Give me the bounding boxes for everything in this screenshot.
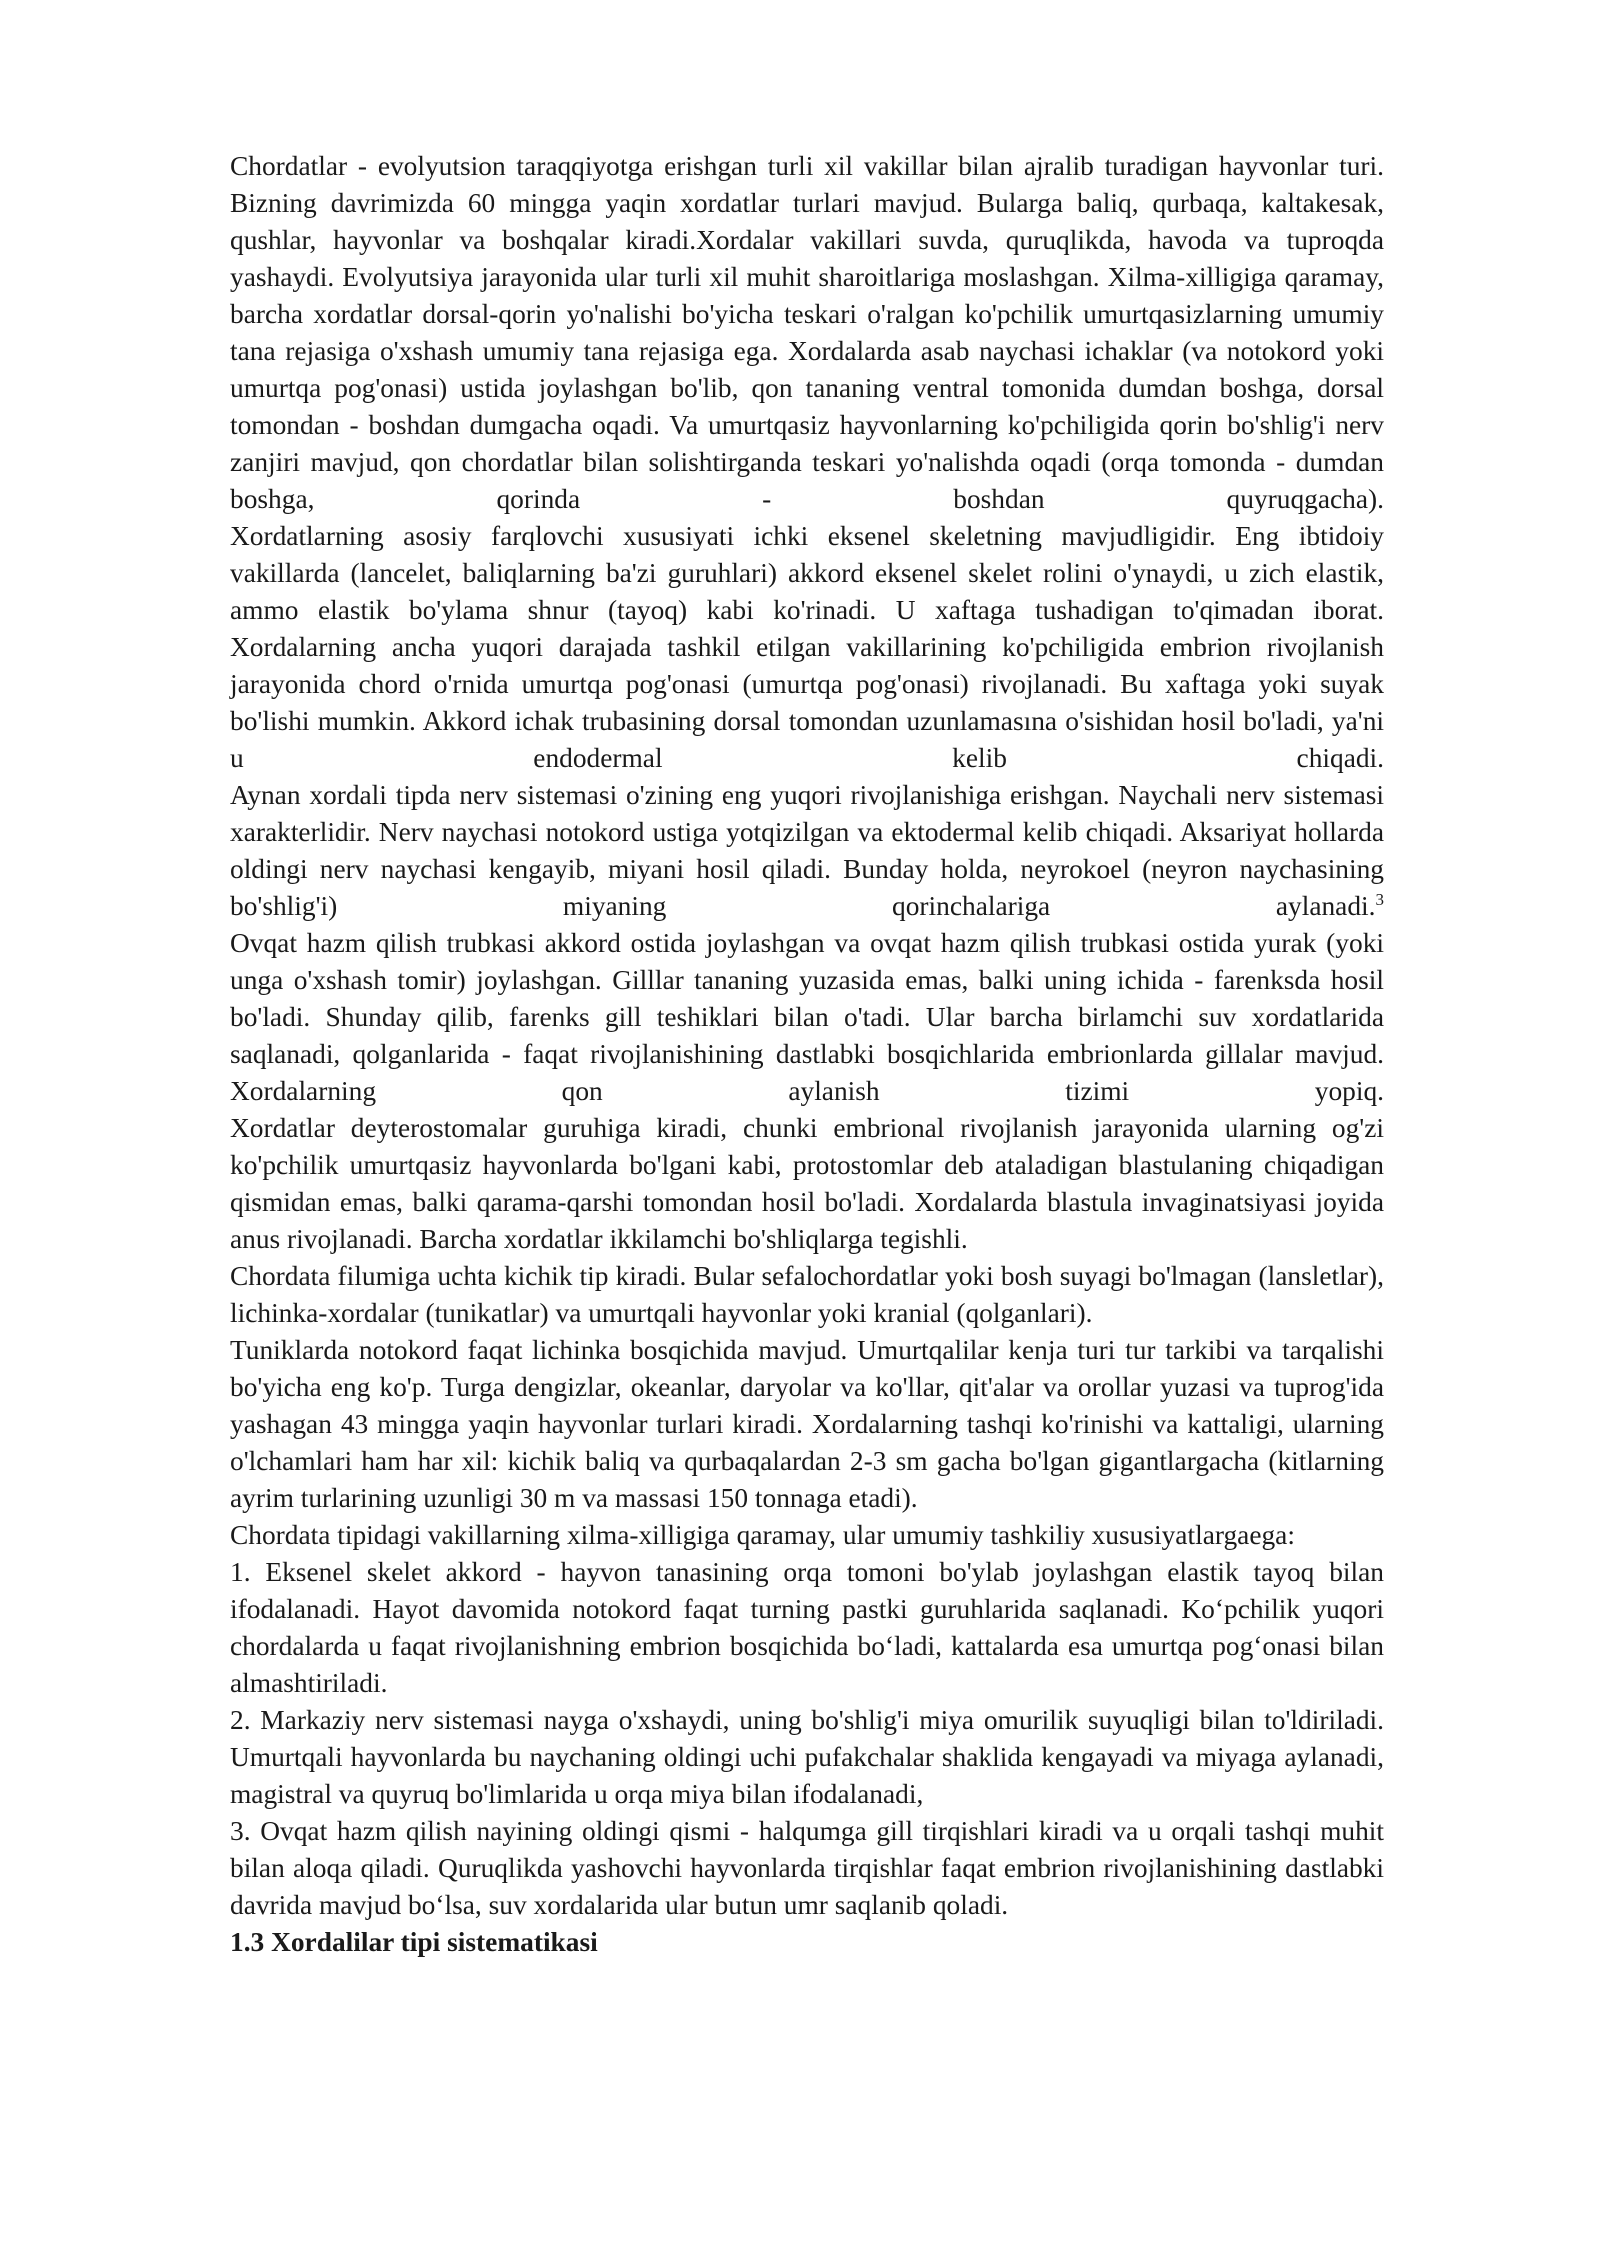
- section-heading: 1.3 Xordalilar tipi sistematikasi: [230, 1927, 598, 1957]
- list-item-2: 2. Markaziy nerv sistemasi nayga o'xshaydi, uning bo'shlig'i miya omurilik suyuqligi bilan to'ldiriladi. Umurtqali hayvonlarda bu naychaning oldingi uchi pufakchalar shaklida kengayadi va miyaga aylanadi, magistral va quyruq bo'limlarida u orqa miya bilan ifodalanadi,: [230, 1705, 1384, 1809]
- paragraph-deuterostomes: Xordatlar deyterostomalar guruhiga kiradi, chunki embrional rivojlanish jarayonida ularning og'zi ko'pchilik umurtqasiz hayvonlarda bo'lgani kabi, protostomlar deb ataladigan blastulaning chiqadigan qismidan emas, balki qarama-qarshi tomondan hosil bo'ladi. Xordalarda blastula invaginatsiyasi joyida anus rivojlanadi. Barcha xordatlar ikkilamchi bo'shliqlarga tegishli.: [230, 1113, 1384, 1254]
- paragraph-axial-skeleton: Xordatlarning asosiy farqlovchi xususiyati ichki eksenel skeletning mavjudligidir. Eng ibtidoiy vakillarda (lancelet, baliqlarning ba'zi guruhlari) akkord eksenel skelet rolini o'ynaydi, u zich elastik, ammo elastik bo'ylama shnur (tayoq) kabi ko'rinadi. U xaftaga tushadigan to'qimadan iborat. Xordalarning ancha yuqori darajada tashkil etilgan vakillarining ko'pchiligida embrion rivojlanish jarayonida chord o'rnida umurtqa pog'onasi (umurtqa pog'onasi) rivojlanadi. Bu xaftaga yoki suyak bo'lishi mumkin. Akkord ichak trubasining dorsal tomondan uzunlamasına o'sishidan hosil bo'ladi, ya'ni u endodermal kelib chiqadi.: [230, 521, 1384, 773]
- paragraph-nervous-system-text: Aynan xordali tipda nerv sistemasi o'zining eng yuqori rivojlanishiga erishgan. Naychali nerv sistemasi xarakterlidir. Nerv naychasi notokord ustiga yotqizilgan va ektodermal kelib chiqadi. Aksariyat hollarda oldingi nerv naychasi kengayib, miyani hosil qiladi. Bunday holda, neyrokoel (neyron naychasining bo'shlig'i) miyaning qorinchalariga aylanadi.: [230, 780, 1384, 921]
- paragraph-digestive-tube: Ovqat hazm qilish trubkasi akkord ostida joylashgan va ovqat hazm qilish trubkasi ostida yurak (yoki unga o'xshash tomir) joylashgan. Gilllar tananing yuzasida emas, balki uning ichida - farenksda hosil bo'ladi. Shunday qilib, farenks gill teshiklari bilan o'tadi. Ular barcha birlamchi suv xordatlarida saqlanadi, qolganlarida - faqat rivojlanishining dastlabki bosqichlarida embrionlarda gillalar mavjud. Xordalarning qon aylanish tizimi yopiq.: [230, 928, 1384, 1106]
- document-page: [230, 148, 1384, 1961]
- paragraph-chordates-intro: Chordatlar - evolyutsion taraqqiyotga erishgan turli xil vakillar bilan ajralib turadigan hayvonlar turi. Bizning davrimizda 60 mingga yaqin xordatlar turlari mavjud. Bularga baliq, qurbaqa, kaltakesak, qushlar, hayvonlar va boshqalar kiradi.Xordalar vakillari suvda, quruqlikda, havoda va tuproqda yashaydi. Evolyutsiya jarayonida ular turli xil muhit sharoitlariga moslashgan. Xilma-xilligiga qaramay, barcha xordatlar dorsal-qorin yo'nalishi bo'yicha teskari o'ralgan ko'pchilik umurtqasizlarning umumiy tana rejasiga o'xshash umumiy tana rejasiga ega. Xordalarda asab naychasi ichaklar (va notokord yoki umurtqa pog'onasi) ustida joylashgan bo'lib, qon tananing ventral tomonida dumdan boshga, dorsal tomondan - boshdan dumgacha oqadi. Va umurtqasiz hayvonlarning ko'pchiligida qorin bo'shlig'i nerv zanjiri mavjud, qon chordatlar bilan solishtirganda teskari yo'nalishda oqadi (orqa tomonda - dumdan boshga, qorinda - boshdan quyruqgacha).: [230, 151, 1384, 514]
- paragraph-tunicates: Tuniklarda notokord faqat lichinka bosqichida mavjud. Umurtqalilar kenja turi tur tarkibi va tarqalishi bo'yicha eng ko'p. Turga dengizlar, okeanlar, daryolar va ko'llar, qit'alar va orollar yuzasi va tuprog'ida yashagan 43 mingga yaqin hayvonlar turlari kiradi. Xordalarning tashqi ko'rinishi va kattaligi, ularning o'lchamlari ham har xil: kichik baliq va qurbaqalardan 2-3 sm gacha bo'lgan gigantlargacha (kitlarning ayrim turlarining uzunligi 30 m va massasi 150 tonnaga etadi).: [230, 1335, 1384, 1513]
- list-item-3: 3. Ovqat hazm qilish nayining oldingi qismi - halqumga gill tirqishlari kiradi va u orqali tashqi muhit bilan aloqa qiladi. Quruqlikda yashovchi hayvonlarda tirqishlar faqat embrion rivojlanishining dastlabki davrida mavjud bo‘lsa, suv xordalarida ular butun umr saqlanib qoladi.: [230, 1816, 1384, 1920]
- paragraph-nervous-system: [230, 777, 1384, 925]
- list-item-1: 1. Eksenel skelet akkord - hayvon tanasining orqa tomoni bo'ylab joylashgan elastik tayoq bilan ifodalanadi. Hayot davomida notokord faqat turning pastki guruhlarida saqlanadi. Ko‘pchilik yuqori chordalarda u faqat rivojlanishning embrion bosqichida bo‘ladi, kattalarda esa umurtqa pog‘onasi bilan almashtiriladi.: [230, 1557, 1384, 1698]
- paragraph-subphyla: Chordata filumiga uchta kichik tip kiradi. Bular sefalochordatlar yoki bosh suyagi bo'lmagan (lansletlar), lichinka-xordalar (tunikatlar) va umurtqali hayvonlar yoki kranial (qolganlari).: [230, 1261, 1384, 1328]
- paragraph-common-features: Chordata tipidagi vakillarning xilma-xilligiga qaramay, ular umumiy tashkiliy xususiyatlargaega:: [230, 1520, 1295, 1550]
- footnote-reference[interactable]: 3: [1375, 889, 1384, 909]
